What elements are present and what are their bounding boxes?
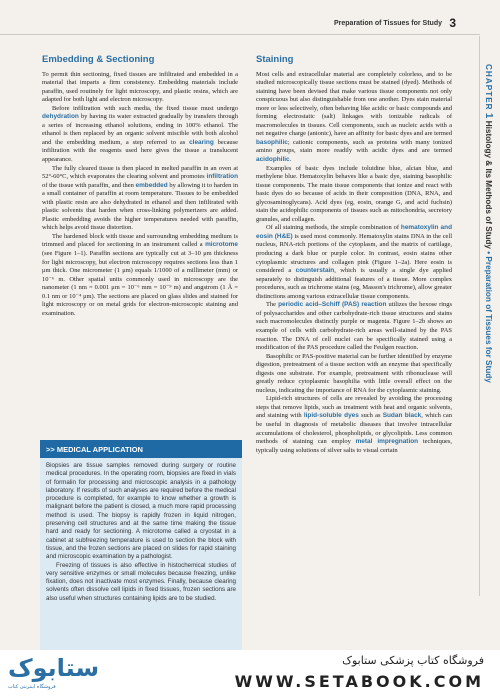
paragraph: To permit thin sectioning, fixed tissues are infiltrated and embedded in a material that imparts a firm consistency. Embedding materials include paraffin, used routinely for light microscopy, and plastic resins, which are adapted for both light and electron microscopy. [42, 70, 238, 104]
logo-mark: ستابوک [8, 654, 100, 682]
key-term: Sudan black [382, 412, 422, 420]
key-term: embedded [135, 181, 168, 189]
shop-name: فروشگاه کتاب پزشکی ستابوک [342, 654, 484, 667]
paragraph: Before infiltration with such media, the fixed tissue must undergo dehydration by having its water extracted gradually by transfers through a series of increasing ethanol solutions, ending in 100% ethanol. The ethanol is then replaced by an organic solvent miscible with both alcohol and the embedding medium, a step referred to as clearing because infiltration with the reagents used here gives the tissue a translucent appearance. [42, 104, 239, 164]
key-term: clearing [189, 138, 214, 146]
paragraph: Basophilic or PAS-positive material can be further identified by enzyme digestion, pretreatment of a tissue section with an enzyme that specifically digests one substrate. For example, pretreatment with ribonuclease will greatly reduce cytoplasmic basophilia with little overall effect on the nucleus, indicating the importance of RNA for the cytoplasmic staining. [256, 352, 452, 394]
key-term: acidophilic [256, 156, 290, 164]
right-column [256, 56, 452, 455]
paragraph: The periodic acid–Schiff (PAS) reaction utilizes the hexose rings of polysaccharides and other carbohydrate-rich tissue structures and stains such macromolecules distinctly purple or magenta. Figure 1–2b shows an example of cells with carbohydrate-rich areas well-stained by the PAS reaction. The DNA of cell nuclei can be specifically stained using a modification of the PAS procedure called the Feulgen reaction. [256, 301, 452, 352]
sidebar-bullet: • [484, 251, 493, 255]
chapter-tab-text [483, 64, 494, 383]
paragraph: Most cells and extracellular material are completely colorless, and to be studied microscopically tissue sections must be stained (dyed). Methods of staining have been devised that make various tissue components not only conspicuous but also distinguishable from one another. Dyes stain material more or less selectively, often behaving like acidic or basic compounds and forming electrostatic (salt) linkages with ionizable radicals of macromolecules in tissues. Cell components, such as nucleic acids with a net negative charge (anionic), have an affinity for basic dyes and are termed basophilic; cationic components, such as proteins with many ionized amino groups, stain more readily with acidic dyes and are termed acidophilic. [256, 70, 452, 164]
setabook-logo [8, 652, 100, 692]
medical-application-title: >> MEDICAL APPLICATION [40, 443, 242, 458]
chapter-number: 1 [483, 112, 494, 119]
left-column [42, 56, 238, 318]
chapter-sidebar [479, 36, 500, 596]
key-term: dehydration [42, 113, 79, 121]
watermark-footer [0, 650, 500, 700]
paragraph: Examples of basic dyes include toluidine blue, alcian blue, and methylene blue. Hematoxylin behaves like a basic dye, staining basophilic tissue components. The main tissue components that ionize and react with basic dyes do so because of acids in their composition (DNA, RNA, and glycosaminoglycans). Acid dyes (eg, eosin, orange G, and acid fuchsin) stain the acidophilic components of tissues such as mitochondria, secretory granules, and collagen. [256, 164, 452, 223]
paragraph: Freezing of tissues is also effective in histochemical studies of very sensitive enzymes or small molecules because freezing, unlike fixation, does not inactivate most enzymes. Finally, because clearing solvents often dissolve cell lipids in fixed tissues, frozen sections are also useful when structures containing lipids are to be studied. [46, 561, 236, 602]
paragraph: Lipid-rich structures of cells are revealed by avoiding the processing steps that remove lipids, such as treatment with heat and organic solvents, and staining with lipid-soluble dyes such as Sudan black, which can be useful in diagnosis of metabolic diseases that involve intracellular accumulations of cholesterol, phospholipids, or glycolipids. Less common methods of staining can employ metal impregnation techniques, typically using solutions of silver salts to visual certain [256, 395, 453, 454]
paragraph: Biopsies are tissue samples removed during surgery or routine medical procedures. In the operating room, biopsies are fixed in vials of formalin for processing and microscopic analysis in a pathology laboratory. If results of such analyses are required before the medical procedure is completed, for example to know whether a growth is malignant before the patient is closed, a much more rapid processing method is used. The biopsy is rapidly frozen in liquid nitrogen, preserving cell structures and at the same time making the tissue hard and ready for sectioning. A microtome called a cryostat in a cabinet at subfreezing temperature is used to section the block with tissue, and the frozen sections are placed on slides for rapid staining and microscopic examination by a pathologist. [46, 462, 236, 561]
medical-application-box [40, 440, 242, 683]
key-term: periodic acid–Schiff (PAS) reaction [278, 301, 387, 309]
section-title: Preparation of Tissues for Study [484, 256, 493, 383]
running-title: Preparation of Tissues for Study [333, 20, 442, 27]
key-term: microtome [205, 241, 238, 249]
website-url: WWW.SETABOOK.COM [234, 672, 484, 691]
key-term: infiltration [206, 173, 238, 181]
section-heading-staining: Staining [256, 54, 294, 65]
paragraph: Of all staining methods, the simple combination of hematoxylin and eosin (H&E) is used most commonly. Hematoxylin stains DNA in the cell nucleus, RNA-rich portions of the cytoplasm, and the matrix of cartilage, producing a dark blue or purple color. In contrast, eosin stains other cytoplasmic structures and collagen pink (Figure 1–2a). Here eosin is considered a counterstain, which is usually a single dye applied separately to distinguish additional features of a tissue. More complex procedures, such as trichrome stains (eg, Masson's trichrome), allow greater distinctions among various extracellular tissue components. [256, 224, 453, 300]
key-term: counterstain [295, 267, 335, 275]
chapter-label: CHAPTER [484, 64, 493, 111]
key-term: lipid-soluble dyes [303, 412, 359, 420]
key-term: hematoxylin and eosin (H&E) [256, 224, 453, 240]
key-term: basophilic [256, 138, 288, 146]
medical-application-body [40, 458, 242, 607]
page-header [0, 0, 480, 35]
paragraph: The hardened block with tissue and surrounding embedding medium is trimmed and placed for sectioning in an instrument called a microtome (see Figure 1–1). Paraffin sections are typically cut at 3–10 μm thickness for light microscopy, but electron microscopy requires sections less than 1 μm thick. One micrometer (1 μm) equals 1/1000 of a millimeter (mm) or 10⁻⁶ m. Other spatial units commonly used in microscopy are the nanometer (1 nm = 0.001 μm = 10⁻⁶ mm = 10⁻⁹ m) and angstrom (1 Å = 0.1 nm or 10⁻⁴ μm). The sections are placed on glass slides and stained for light microscopy or on metal grids for electron-microscopic staining and examination. [42, 232, 238, 317]
logo-subtitle: فروشگاه اینترنتی کتاب [8, 684, 56, 690]
key-term: metal impregnation [355, 438, 419, 446]
chapter-title: Histology & Its Methods of Study [484, 120, 493, 249]
paragraph: The fully cleared tissue is then placed in melted paraffin in an oven at 52°-60°C, which evaporates the clearing solvent and promotes infiltration of the tissue with paraffin, and then embedded by allowing it to harden in a small container of paraffin at room temperature. Tissues to be embedded with plastic resin are also dehydrated in ethanol and then infiltrated with plastic solvents that harden when cross-linking polymerizers are added. Plastic embedding avoids the higher temperatures needed with paraffin, which helps avoid tissue distortion. [42, 164, 238, 232]
page-number: 3 [449, 16, 456, 30]
section-heading-embedding: Embedding & Sectioning [42, 54, 155, 65]
